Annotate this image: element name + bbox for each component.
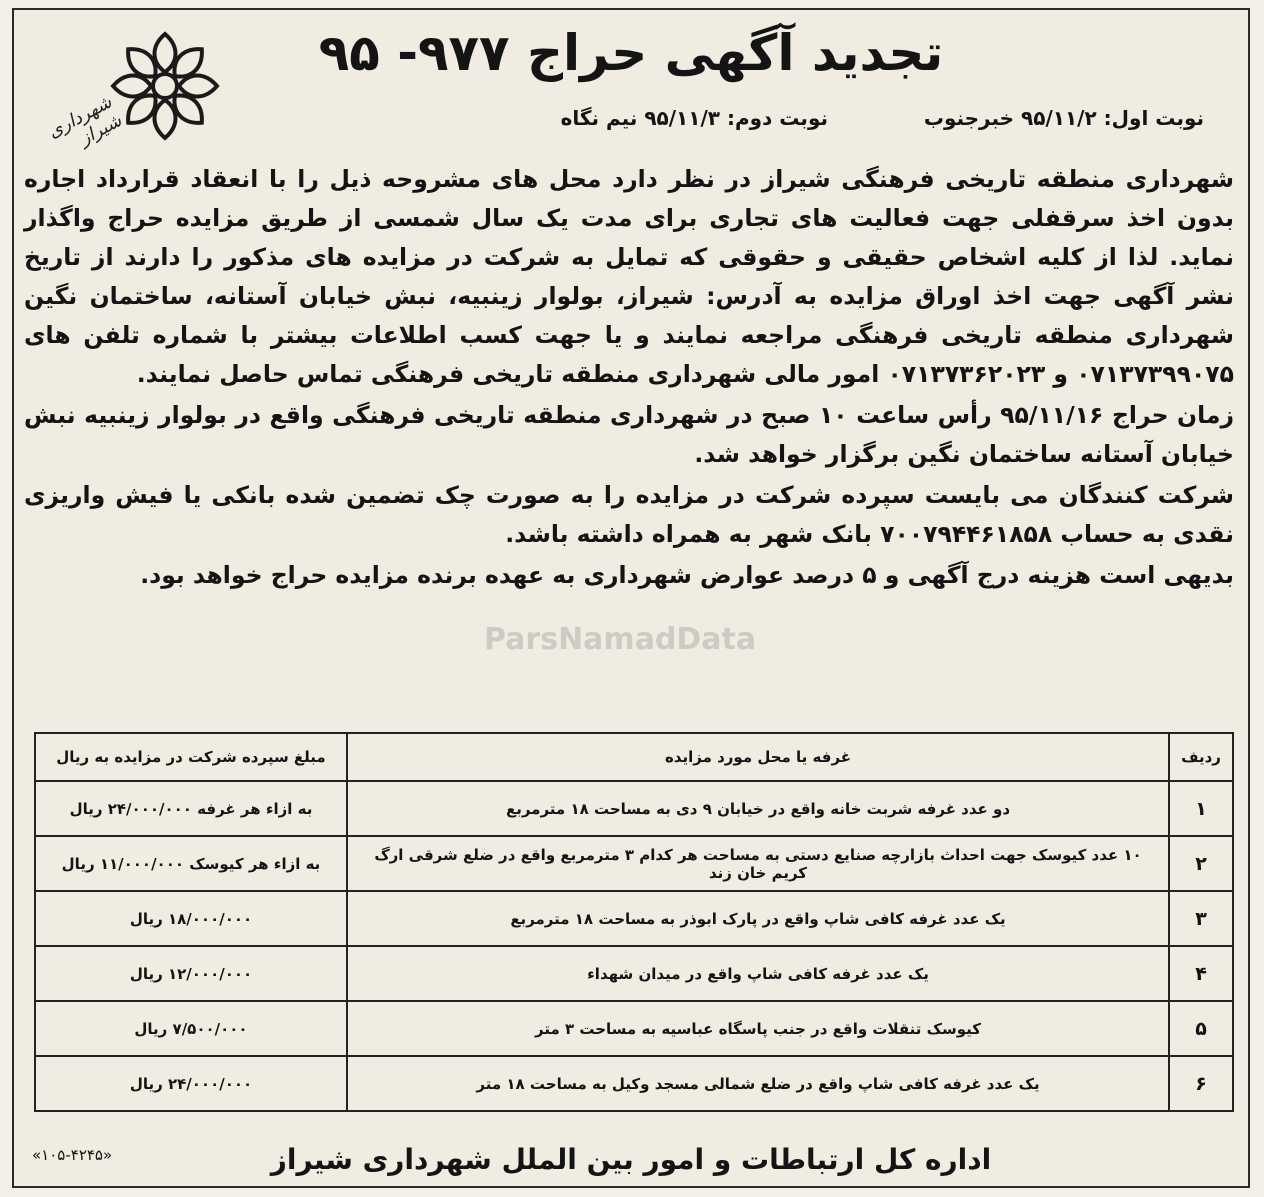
row-number: ۴ (1169, 946, 1233, 1001)
page-title: تجدید آگهی حراج ۹۷۷- ۹۵ (318, 24, 944, 82)
table-row (35, 891, 1233, 946)
row-number: ۶ (1169, 1056, 1233, 1111)
body-paragraph-deposit: شرکت کنندگان می بایست سپرده شرکت در مزایده را به صورت چک تضمین شده بانکی یا فیش واریزی نقدی به حساب ۷۰۰۷۹۴۴۶۱۸۵۸ بانک شهر به همراه داشته باشد. (24, 481, 1234, 548)
header-deposit-amount: مبلغ سپرده شرکت در مزایده به ریال (35, 733, 347, 781)
row-description: ۱۰ عدد کیوسک جهت احداث بازارچه صنایع دستی به مساحت هر کدام ۳ مترمربع واقع در ضلع شرقی ارگ کریم خان زند (347, 836, 1169, 891)
table-row (35, 946, 1233, 1001)
auction-notice (12, 8, 1250, 1188)
row-amount: ۷/۵۰۰/۰۰۰ ریال (35, 1001, 347, 1056)
notice-body (24, 160, 1234, 595)
notice-code: «۱۰۵-۴۲۴۵» (32, 1146, 113, 1164)
header-item-description: غرفه یا محل مورد مزایده (347, 733, 1169, 781)
row-number: ۲ (1169, 836, 1233, 891)
row-amount: به ازاء هر کیوسک ۱۱/۰۰۰/۰۰۰ ریال (35, 836, 347, 891)
row-description: دو عدد غرفه شربت خانه واقع در خیابان ۹ دی به مساحت ۱۸ مترمربع (347, 781, 1169, 836)
row-description: یک عدد غرفه کافی شاپ واقع در میدان شهداء (347, 946, 1169, 1001)
table-header-row (35, 733, 1233, 781)
row-number: ۳ (1169, 891, 1233, 946)
row-number: ۵ (1169, 1001, 1233, 1056)
body-paragraph-time: زمان حراج ۹۵/۱۱/۱۶ رأس ساعت ۱۰ صبح در شهرداری منطقه تاریخی فرهنگی واقع در بولوار زینبیه نبش خیابان آستانه ساختمان نگین برگزار خواهد شد. (24, 401, 1235, 468)
row-number: ۱ (1169, 781, 1233, 836)
row-amount: به ازاء هر غرفه ۲۴/۰۰۰/۰۰۰ ریال (35, 781, 347, 836)
publication-round-first: نوبت اول: ۹۵/۱۱/۲ خبرجنوب (923, 106, 1204, 130)
issuer-footer: اداره کل ارتباطات و امور بین الملل شهرداری شیراز (270, 1143, 992, 1176)
row-amount: ۱۲/۰۰۰/۰۰۰ ریال (35, 946, 347, 1001)
body-paragraph-intro: شهرداری منطقه تاریخی فرهنگی شیراز در نظر دارد محل های مشروحه ذیل را با انعقاد قرارداد اجاره بدون اخذ سرقفلی جهت فعالیت های تجاری برای مدت یک سال شمسی از طریق مزایده حراج واگذار نماید. لذا از کلیه اشخاص حقیقی و حقوقی که تمایل به شرکت در مزایده های مذکور را دارند از تاریخ نشر آگهی جهت اخذ اوراق مزایده به آدرس: شیراز، بولوار زینبیه، نبش خیابان آستانه، ساختمان نگین شهرداری منطقه تاریخی فرهنگی مراجعه نمایند و یا جهت کسب اطلاعات بیشتر با شماره تلفن های ۰۷۱۳۷۳۹۹۰۷۵ و ۰۷۱۳۷۳۶۲۰۲۳ امور مالی شهرداری منطقه تاریخی فرهنگی تماس حاصل نمایند. (24, 165, 1234, 388)
header-row-number: ردیف (1169, 733, 1233, 781)
watermark-text: ParsNamadData (484, 622, 757, 657)
publication-round-second: نوبت دوم: ۹۵/۱۱/۳ نیم نگاه (560, 106, 828, 130)
auction-items-table (34, 732, 1234, 1112)
table-row (35, 836, 1233, 891)
row-amount: ۲۴/۰۰۰/۰۰۰ ریال (35, 1056, 347, 1111)
row-description: کیوسک تنقلات واقع در جنب پاسگاه عباسیه به مساحت ۳ متر (347, 1001, 1169, 1056)
row-description: یک عدد غرفه کافی شاپ واقع در ضلع شمالی مسجد وکیل به مساحت ۱۸ متر (347, 1056, 1169, 1111)
body-paragraph-fees: بدیهی است هزینه درج آگهی و ۵ درصد عوارض شهرداری به عهده برنده مزایده حراج خواهد بود. (140, 561, 1234, 589)
logo-script-text: شهرداری شیراز (44, 91, 126, 150)
row-amount: ۱۸/۰۰۰/۰۰۰ ریال (35, 891, 347, 946)
table-row (35, 1001, 1233, 1056)
row-description: یک عدد غرفه کافی شاپ واقع در پارک ابوذر به مساحت ۱۸ مترمربع (347, 891, 1169, 946)
table-row (35, 1056, 1233, 1111)
table-row (35, 781, 1233, 836)
